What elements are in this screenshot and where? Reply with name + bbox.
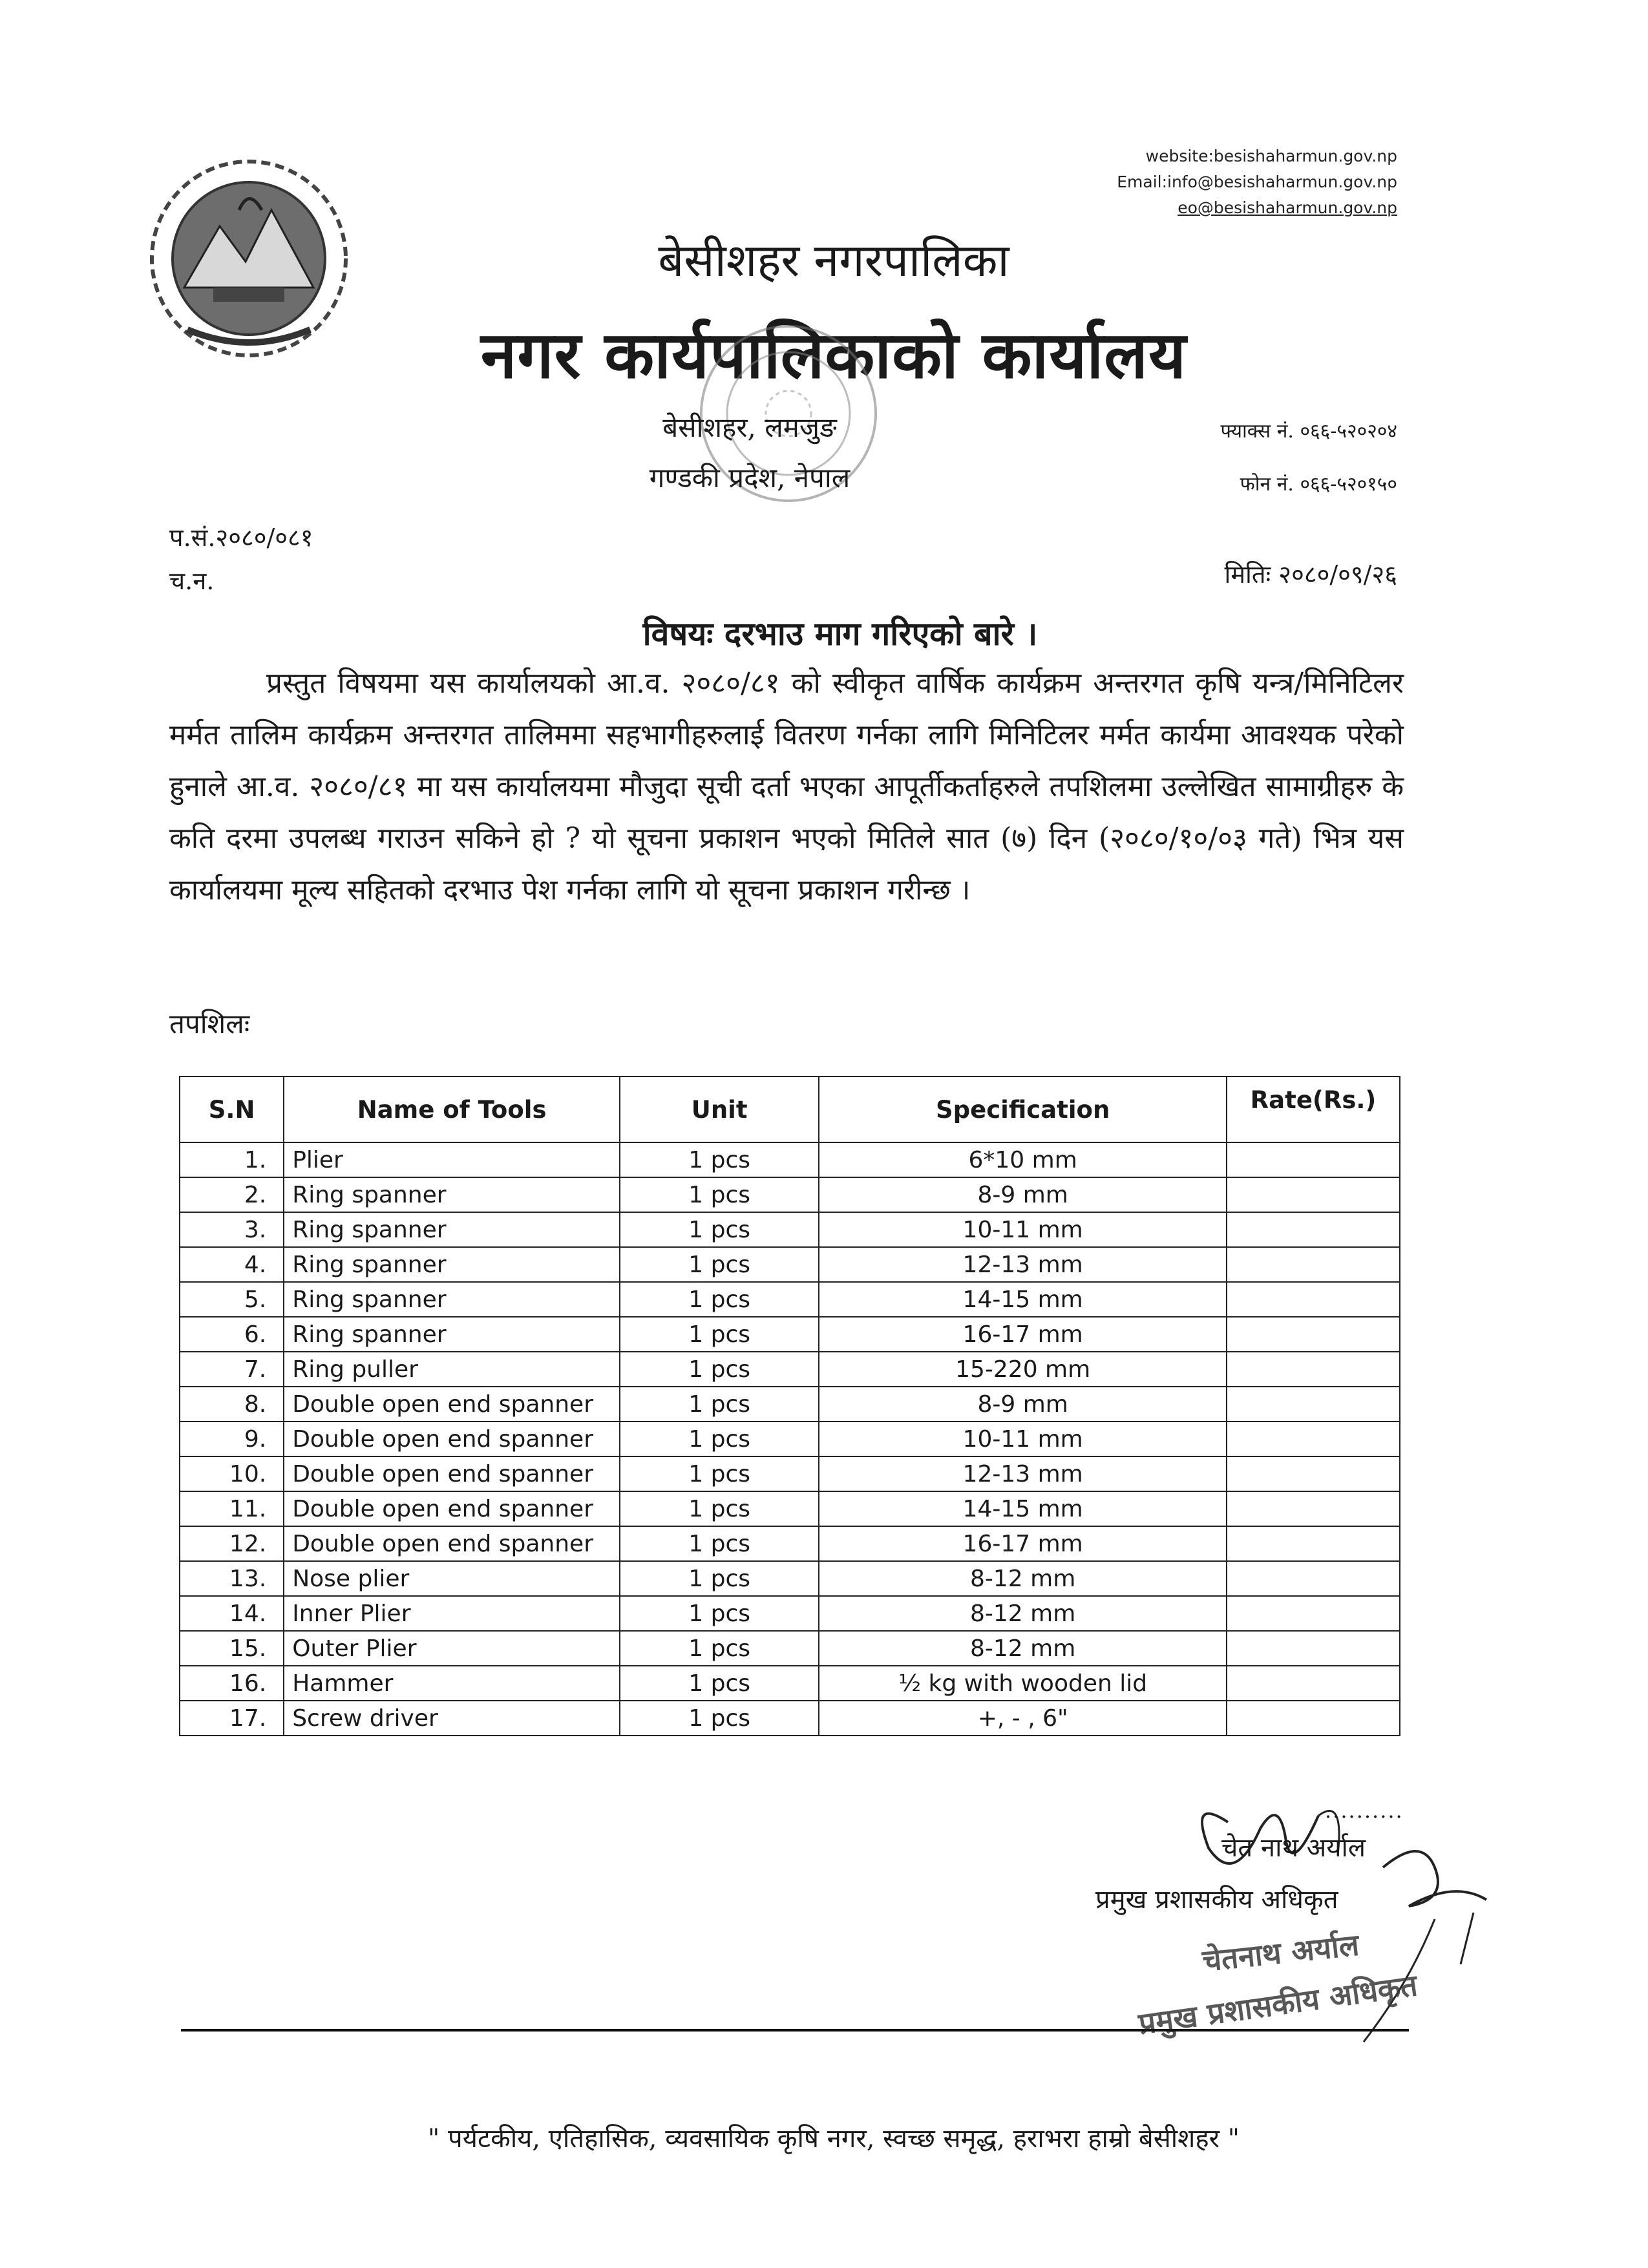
- letter-body: प्रस्तुत विषयमा यस कार्यालयको आ.व. २०८०/८१ को स्वीकृत वार्षिक कार्यक्रम अन्तरगत कृषि यन्त्र/मिनिटिलर मर्मत तालिम कार्यक्रम अन्तरगत तालिममा सहभागीहरुलाई वितरण गर्नका लागि मिनिटिलर मर्मत कार्यमा आवश्यक परेको हुनाले आ.व. २०८०/८१ मा यस कार्यालयमा मौजुदा सूची दर्ता भएका आपूर्तीकर्ताहरुले तपशिलमा उल्लेखित सामाग्रीहरु के कति दरमा उपलब्ध गराउन सकिने हो ? यो सूचना प्रकाशन भएको मितिले सात (७) दिन (२०८०/१०/०३ गते) भित्र यस कार्यालयमा मूल्य सहितको दरभाउ पेश गर्नका लागि यो सूचना प्रकाशन गरीन्छ ।: [169, 667, 1404, 907]
- signature-dots: ..........: [1325, 1798, 1404, 1823]
- cell-unit: 1 pcs: [620, 1631, 819, 1666]
- cell-unit: 1 pcs: [620, 1387, 819, 1422]
- cell-spec: 6*10 mm: [819, 1142, 1227, 1177]
- cell-spec: +, - , 6": [819, 1701, 1227, 1736]
- footer-divider: [181, 2029, 1409, 2032]
- email-text: Email:info@besishaharmun.gov.np: [1117, 173, 1397, 191]
- municipality-name: बेसीशहर नगरपालिका: [658, 234, 1009, 287]
- cell-unit: 1 pcs: [620, 1561, 819, 1596]
- email-eo-text: eo@besishaharmun.gov.np: [1178, 198, 1397, 217]
- cell-name: Double open end spanner: [284, 1456, 620, 1491]
- cell-sn: 15.: [180, 1631, 284, 1666]
- cell-spec: 12-13 mm: [819, 1456, 1227, 1491]
- letter-date: मितिः २०८०/०९/२६: [1224, 560, 1397, 589]
- cell-rate: [1227, 1422, 1400, 1456]
- cell-rate: [1227, 1247, 1400, 1282]
- cell-name: Outer Plier: [284, 1631, 620, 1666]
- contact-block: [1117, 143, 1397, 221]
- cell-name: Hammer: [284, 1666, 620, 1701]
- cell-spec: 10-11 mm: [819, 1422, 1227, 1456]
- cell-rate: [1227, 1596, 1400, 1631]
- cell-spec: 12-13 mm: [819, 1247, 1227, 1282]
- office-name: नगर कार्यपालिकाको कार्यालय: [480, 317, 1187, 393]
- table-row: [180, 1212, 1400, 1247]
- cell-name: Nose plier: [284, 1561, 620, 1596]
- address-line-2: गण्डकी प्रदेश, नेपाल: [649, 462, 850, 494]
- cell-sn: 10.: [180, 1456, 284, 1491]
- cell-unit: 1 pcs: [620, 1142, 819, 1177]
- reference-number: प.सं.२०८०/०८१: [169, 523, 313, 552]
- cell-name: Ring spanner: [284, 1317, 620, 1352]
- cell-sn: 14.: [180, 1596, 284, 1631]
- cell-spec: 14-15 mm: [819, 1282, 1227, 1317]
- cell-rate: [1227, 1631, 1400, 1666]
- stamp-signer-title: प्रमुख प्रशासकीय अधिकृत: [1136, 1968, 1420, 2041]
- signer-name: चेत नाथ अर्याल: [1221, 1833, 1366, 1863]
- cell-spec: 8-9 mm: [819, 1177, 1227, 1212]
- table-row: [180, 1177, 1400, 1212]
- cell-spec: 8-9 mm: [819, 1387, 1227, 1422]
- cell-sn: 7.: [180, 1352, 284, 1387]
- cell-spec: ½ kg with wooden lid: [819, 1666, 1227, 1701]
- cell-unit: 1 pcs: [620, 1317, 819, 1352]
- cell-rate: [1227, 1701, 1400, 1736]
- cell-sn: 4.: [180, 1247, 284, 1282]
- cell-rate: [1227, 1491, 1400, 1526]
- table-row: [180, 1701, 1400, 1736]
- cell-sn: 2.: [180, 1177, 284, 1212]
- cell-rate: [1227, 1212, 1400, 1247]
- cell-spec: 8-12 mm: [819, 1561, 1227, 1596]
- cell-unit: 1 pcs: [620, 1422, 819, 1456]
- dispatch-number: च.न.: [169, 567, 215, 595]
- cell-unit: 1 pcs: [620, 1212, 819, 1247]
- cell-unit: 1 pcs: [620, 1666, 819, 1701]
- cell-name: Plier: [284, 1142, 620, 1177]
- cell-spec: 8-12 mm: [819, 1596, 1227, 1631]
- cell-name: Double open end spanner: [284, 1526, 620, 1561]
- stamp-signer-name: चेतनाथ अर्याल: [1200, 1927, 1361, 1979]
- cell-spec: 14-15 mm: [819, 1491, 1227, 1526]
- cell-unit: 1 pcs: [620, 1526, 819, 1561]
- signer-title: प्रमुख प्रशासकीय अधिकृत: [1095, 1885, 1338, 1915]
- cell-name: Ring spanner: [284, 1177, 620, 1212]
- cell-spec: 8-12 mm: [819, 1631, 1227, 1666]
- cell-name: Double open end spanner: [284, 1387, 620, 1422]
- address-line-1: बेसीशहर, लमजुङ: [662, 412, 837, 443]
- cell-unit: 1 pcs: [620, 1456, 819, 1491]
- cell-sn: 8.: [180, 1387, 284, 1422]
- table-row: [180, 1526, 1400, 1561]
- cell-unit: 1 pcs: [620, 1247, 819, 1282]
- cell-sn: 11.: [180, 1491, 284, 1526]
- cell-rate: [1227, 1456, 1400, 1491]
- table-row: [180, 1561, 1400, 1596]
- cell-name: Ring spanner: [284, 1282, 620, 1317]
- header-rate: Rate(Rs.): [1227, 1076, 1400, 1142]
- header-sn: S.N: [180, 1076, 284, 1142]
- cell-name: Double open end spanner: [284, 1491, 620, 1526]
- cell-spec: 16-17 mm: [819, 1317, 1227, 1352]
- header-specification: Specification: [819, 1076, 1227, 1142]
- cell-sn: 1.: [180, 1142, 284, 1177]
- cell-rate: [1227, 1317, 1400, 1352]
- fax-number: फ्याक्स नं. ०६६-५२०२०४: [1220, 420, 1397, 443]
- table-row: [180, 1666, 1400, 1701]
- table-row: [180, 1387, 1400, 1422]
- cell-name: Ring spanner: [284, 1247, 620, 1282]
- tools-table: [179, 1076, 1400, 1736]
- table-header-row: [180, 1076, 1400, 1142]
- cell-unit: 1 pcs: [620, 1701, 819, 1736]
- cell-unit: 1 pcs: [620, 1177, 819, 1212]
- cell-rate: [1227, 1352, 1400, 1387]
- website-text: website:besishaharmun.gov.np: [1145, 147, 1397, 165]
- cell-sn: 13.: [180, 1561, 284, 1596]
- table-row: [180, 1491, 1400, 1526]
- cell-rate: [1227, 1282, 1400, 1317]
- table-row: [180, 1352, 1400, 1387]
- cell-unit: 1 pcs: [620, 1596, 819, 1631]
- table-row: [180, 1422, 1400, 1456]
- cell-rate: [1227, 1177, 1400, 1212]
- cell-name: Screw driver: [284, 1701, 620, 1736]
- cell-rate: [1227, 1526, 1400, 1561]
- schedule-label: तपशिलः: [169, 1008, 250, 1040]
- cell-name: Double open end spanner: [284, 1422, 620, 1456]
- cell-unit: 1 pcs: [620, 1491, 819, 1526]
- cell-rate: [1227, 1561, 1400, 1596]
- table-row: [180, 1247, 1400, 1282]
- cell-name: Inner Plier: [284, 1596, 620, 1631]
- cell-rate: [1227, 1142, 1400, 1177]
- cell-sn: 3.: [180, 1212, 284, 1247]
- cell-unit: 1 pcs: [620, 1282, 819, 1317]
- table-row: [180, 1631, 1400, 1666]
- cell-sn: 16.: [180, 1666, 284, 1701]
- cell-spec: 16-17 mm: [819, 1526, 1227, 1561]
- cell-rate: [1227, 1666, 1400, 1701]
- table-row: [180, 1456, 1400, 1491]
- table-row: [180, 1282, 1400, 1317]
- cell-spec: 15-220 mm: [819, 1352, 1227, 1387]
- cell-sn: 9.: [180, 1422, 284, 1456]
- table-row: [180, 1142, 1400, 1177]
- table-row: [180, 1317, 1400, 1352]
- header-unit: Unit: [620, 1076, 819, 1142]
- cell-sn: 6.: [180, 1317, 284, 1352]
- footer-motto: " पर्यटकीय, एतिहासिक, व्यवसायिक कृषि नगर, स्वच्छ समृद्ध, हराभरा हाम्रो बेसीशहर ": [427, 2124, 1240, 2154]
- cell-unit: 1 pcs: [620, 1352, 819, 1387]
- cell-name: Ring puller: [284, 1352, 620, 1387]
- header-name: Name of Tools: [284, 1076, 620, 1142]
- table-row: [180, 1596, 1400, 1631]
- letter-subject: विषयः दरभाउ माग गरिएको बारे ।: [642, 614, 1038, 653]
- cell-sn: 17.: [180, 1701, 284, 1736]
- cell-sn: 5.: [180, 1282, 284, 1317]
- cell-rate: [1227, 1387, 1400, 1422]
- cell-spec: 10-11 mm: [819, 1212, 1227, 1247]
- phone-number: फोन नं. ०६६-५२०१५०: [1240, 473, 1397, 496]
- cell-sn: 12.: [180, 1526, 284, 1561]
- cell-name: Ring spanner: [284, 1212, 620, 1247]
